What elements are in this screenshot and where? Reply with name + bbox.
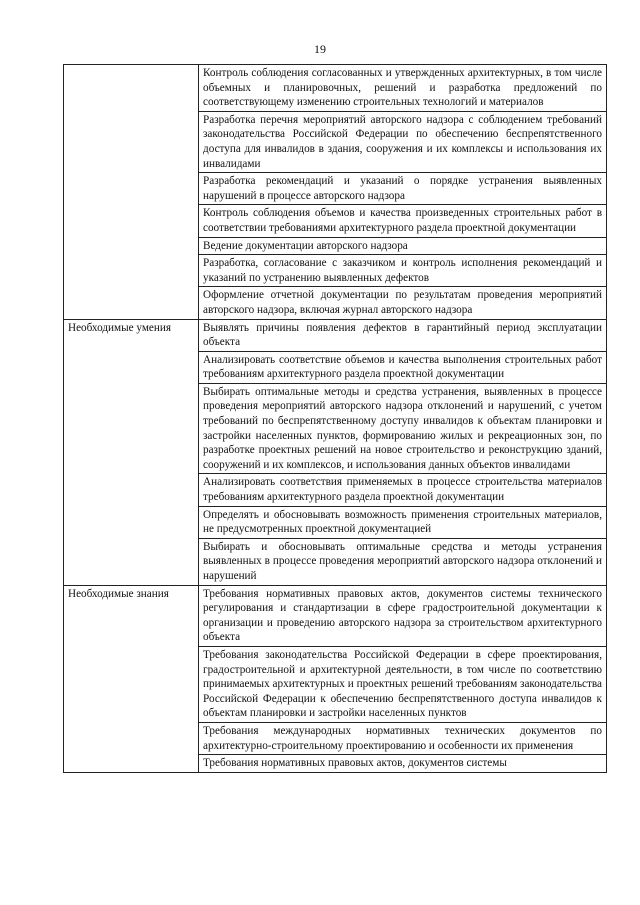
table-cell: Контроль соблюдения объемов и качества произведенных строительных работ в соответствии требованиями архитектурного раздела проектной документации (199, 205, 607, 237)
row-label-skills: Необходимые умения (64, 319, 199, 585)
table-cell: Оформление отчетной документации по результатам проведения мероприятий авторского надзора, включая журнал авторского надзора (199, 287, 607, 319)
table-cell: Выбирать и обосновывать оптимальные средства и методы устранения выявленных в процессе проведения мероприятий авторского надзора отклонений и нарушений (199, 538, 607, 585)
page-number: 19 (314, 42, 326, 56)
row-label (64, 65, 199, 320)
table-cell: Разработка перечня мероприятий авторского надзора с соблюдением требований законодательства Российской Федерации по обеспечению беспрепятственного доступа для инвалидов в здания, сооружения и их комплексы и использования их инвалидами (199, 111, 607, 172)
competency-table (63, 64, 607, 773)
table-cell: Анализировать соответствие объемов и качества выполнения строительных работ требованиям архитектурного раздела проектной документации (199, 351, 607, 383)
table-row (64, 65, 607, 112)
table-cell: Требования нормативных правовых актов, документов системы (199, 755, 607, 773)
row-label-knowledge: Необходимые знания (64, 585, 199, 772)
table-cell: Ведение документации авторского надзора (199, 237, 607, 255)
table-cell: Выявлять причины появления дефектов в гарантийный период эксплуатации объекта (199, 319, 607, 351)
table-cell: Разработка рекомендаций и указаний о порядке устранения выявленных нарушений в процессе авторского надзора (199, 173, 607, 205)
table-cell: Определять и обосновывать возможность применения строительных материалов, не предусмотренных проектной документацией (199, 506, 607, 538)
table-row (64, 585, 607, 646)
table-cell: Требования международных нормативных технических документов по архитектурно-строительному проектированию и особенности их применения (199, 722, 607, 754)
table-cell: Требования законодательства Российской Федерации в сфере проектирования, градостроительной и архитектурной деятельности, в том числе по соответствию принимаемых архитектурных и проектных решений требованиям законодательства Российской Федерации к обеспечению беспрепятственного доступа инвалидов к объектам планировки и застройки населенных пунктов (199, 646, 607, 722)
table-cell: Разработка, согласование с заказчиком и контроль исполнения рекомендаций и указаний по устранению выявленных дефектов (199, 255, 607, 287)
table-cell: Требования нормативных правовых актов, документов системы технического регулирования и стандартизации в сфере градостроительной документации к организации и проведению авторского надзора за строительством архитектурного объекта (199, 585, 607, 646)
table-row (64, 319, 607, 351)
table-cell: Анализировать соответствия применяемых в процессе строительства материалов требованиям архитектурного раздела проектной документации (199, 474, 607, 506)
table-cell: Контроль соблюдения согласованных и утвержденных архитектурных, в том числе объемных и планировочных, решений и разработка предложений по соответствующему изменению строительных технологий и материалов (199, 65, 607, 112)
table-cell: Выбирать оптимальные методы и средства устранения, выявленных в процессе проведения мероприятий авторского надзора отклонений и нарушений, с учетом требований по беспрепятственному доступу инвалидов к объектам планировки и застройки населенных пунктов, формированию жилых и рекреационных зон, по разработке проектных решений на новое строительство и реконструкцию зданий, сооружений и их комплексов, и использования данных объектов инвалидами (199, 383, 607, 474)
